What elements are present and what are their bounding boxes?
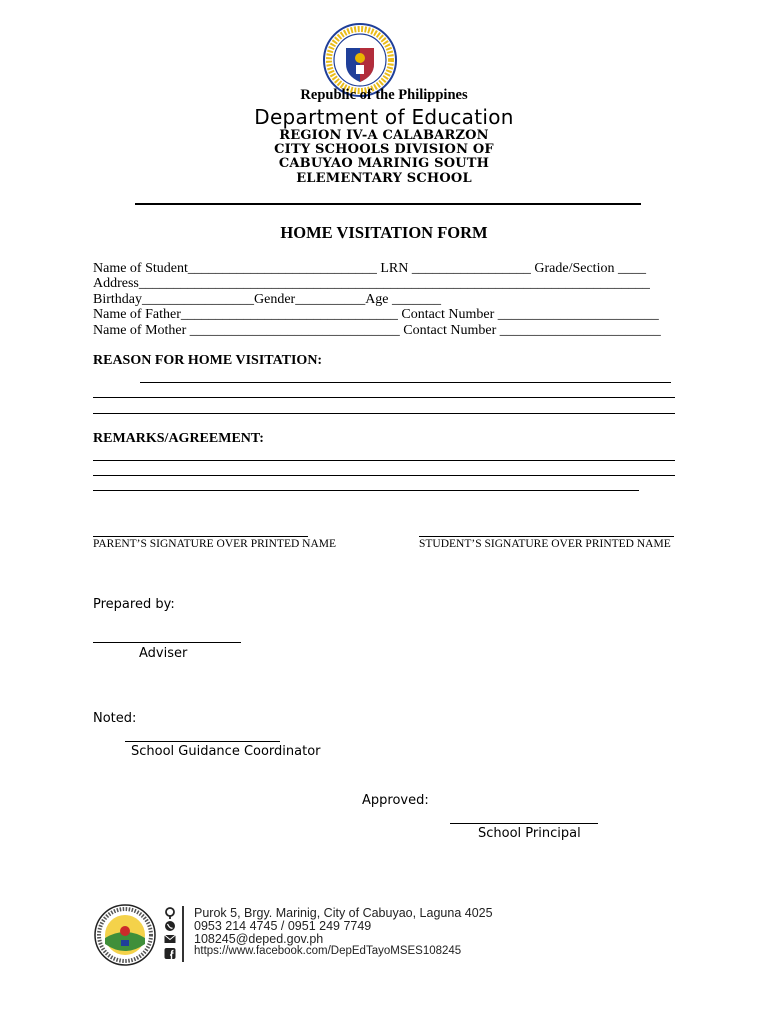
school-logo <box>94 904 156 966</box>
noted-label: Noted: <box>93 711 137 726</box>
guidance-label: School Guidance Coordinator <box>131 744 321 759</box>
birthday-row[interactable]: Birthday________________Gender__________Age _______ <box>93 292 442 307</box>
school-logo-graphic <box>94 904 156 966</box>
footer-divider <box>182 906 184 962</box>
footer-email[interactable]: 108245@deped.gov.ph <box>194 932 324 946</box>
facebook-icon <box>165 948 176 959</box>
reason-line-2[interactable] <box>93 397 675 398</box>
phone-icon <box>165 921 175 931</box>
adviser-label: Adviser <box>139 646 188 661</box>
reason-line-3[interactable] <box>93 413 675 414</box>
division-line: CITY SCHOOLS DIVISION OF <box>274 142 494 157</box>
adviser-signature-line[interactable] <box>93 642 241 643</box>
location-pin-icon <box>166 908 174 919</box>
guidance-signature-line[interactable] <box>125 741 280 742</box>
father-row[interactable]: Name of Father_______________________________ Contact Number _______________________ <box>93 307 659 322</box>
mother-row[interactable]: Name of Mother ______________________________ Contact Number _______________________ <box>93 323 661 338</box>
reason-line-1[interactable] <box>140 382 671 383</box>
reason-label: REASON FOR HOME VISITATION: <box>93 353 323 368</box>
remarks-label: REMARKS/AGREEMENT: <box>93 431 264 446</box>
remarks-line-2[interactable] <box>93 475 675 476</box>
republic-line: Republic of the Philippines <box>300 87 468 103</box>
department-title: Department of Education <box>254 105 514 129</box>
student-signature-label: STUDENT’S SIGNATURE OVER PRINTED NAME <box>419 538 671 550</box>
header-divider <box>135 203 641 205</box>
address-row[interactable]: Address_________________________________________________________________________ <box>93 276 650 291</box>
remarks-line-3[interactable] <box>93 490 639 491</box>
school-line-2: ELEMENTARY SCHOOL <box>296 171 472 186</box>
student-row[interactable]: Name of Student___________________________ LRN _________________ Grade/Section ____ <box>93 261 646 276</box>
footer-phones: 0953 214 4745 / 0951 249 7749 <box>194 919 372 933</box>
approved-label: Approved: <box>362 793 429 808</box>
parent-signature-label: PARENT’S SIGNATURE OVER PRINTED NAME <box>93 538 337 550</box>
parent-signature-line[interactable] <box>93 536 308 537</box>
email-icon <box>165 935 176 943</box>
footer-address: Purok 5, Brgy. Marinig, City of Cabuyao, Laguna 4025 <box>194 906 493 920</box>
footer-facebook[interactable]: https://www.facebook.com/DepEdTayoMSES108245 <box>194 945 462 957</box>
principal-label: School Principal <box>478 826 581 841</box>
school-line-1: CABUYAO MARINIG SOUTH <box>278 156 490 171</box>
principal-signature-line[interactable] <box>450 823 598 824</box>
region-line: REGION IV-A CALABARZON <box>279 128 489 143</box>
remarks-line-1[interactable] <box>93 460 675 461</box>
footer-icon-set <box>163 907 177 961</box>
form-title: HOME VISITATION FORM <box>280 223 488 242</box>
footer-icons <box>163 907 177 961</box>
prepared-by-label: Prepared by: <box>93 597 175 612</box>
student-signature-line[interactable] <box>419 536 674 537</box>
